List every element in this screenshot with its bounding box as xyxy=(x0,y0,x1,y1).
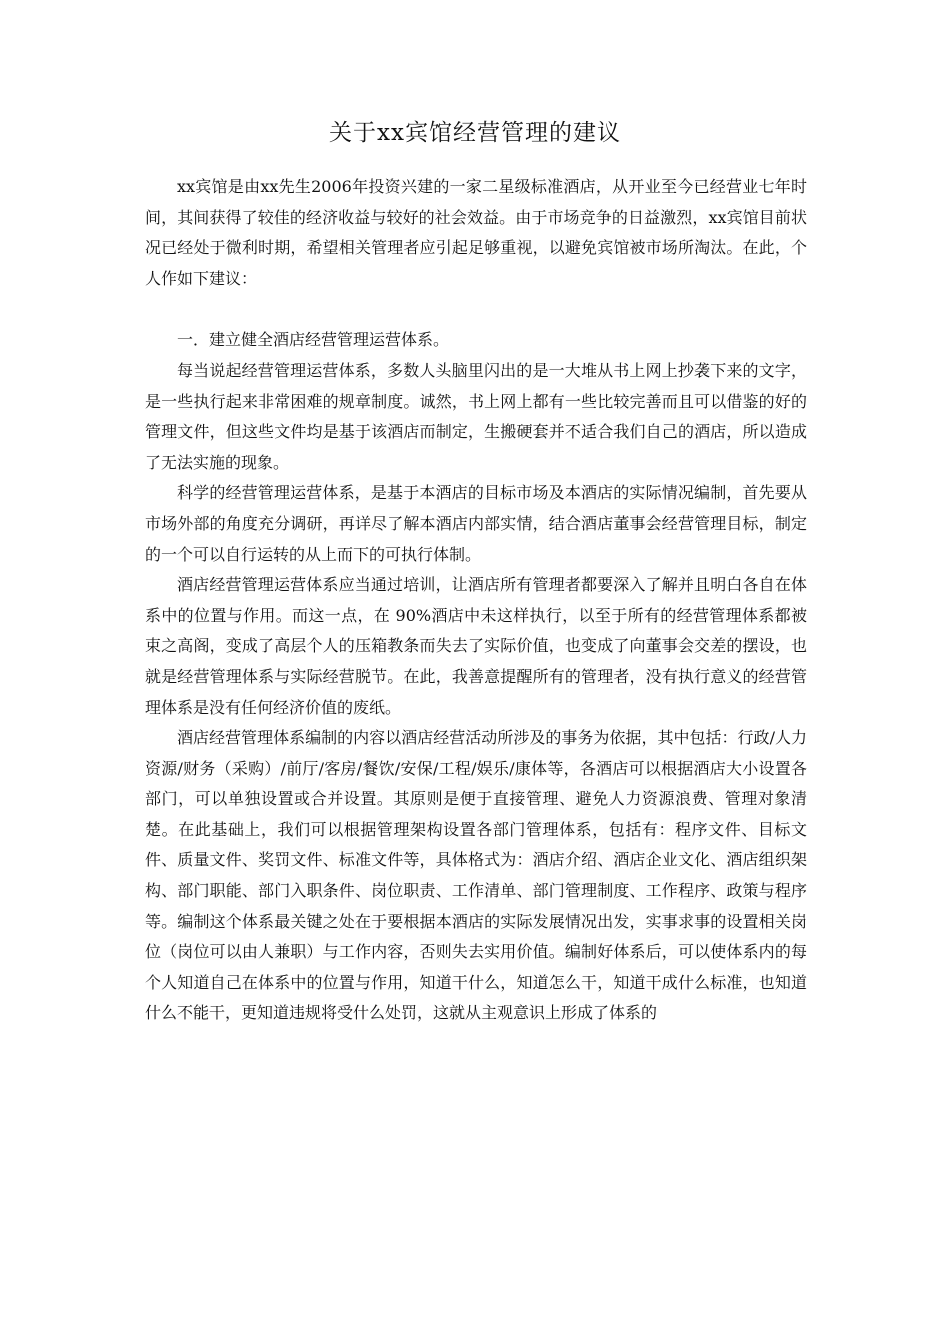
document-body xyxy=(145,172,807,1029)
body-paragraph-4: 酒店经营管理体系编制的内容以酒店经营活动所涉及的事务为依据，其中包括：行政/人力资源/财务（采购）/前厅/客房/餐饮/安保/工程/娱乐/康体等，各酒店可以根据酒店大小设置各部门，可以单独设置或合并设置。其原则是便于直接管理、避免人力资源浪费、管理对象清楚。在此基础上，我们可以根据管理架构设置各部门管理体系，包括有：程序文件、目标文件、质量文件、奖罚文件、标准文件等，具体格式为：酒店介绍、酒店企业文化、酒店组织架构、部门职能、部门入职条件、岗位职责、工作清单、部门管理制度、工作程序、政策与程序等。编制这个体系最关键之处在于要根据本酒店的实际发展情况出发，实事求事的设置相关岗位（岗位可以由人兼职）与工作内容，否则失去实用价值。编制好体系后，可以使体系内的每个人知道自己在体系中的位置与作用，知道干什么，知道怎么干，知道干成什么标准，也知道什么不能干，更知道违规将受什么处罚，这就从主观意识上形成了体系的 xyxy=(145,728,807,1023)
body-paragraph-3: 酒店经营管理运营体系应当通过培训，让酒店所有管理者都要深入了解并且明白各自在体系中的位置与作用。而这一点，在 90%酒店中未这样执行，以至于所有的经营管理体系都被束之高阁，变成了高层个人的压箱教条而失去了实际价值，也变成了向董事会交差的摆设，也就是经营管理体系与实际经营脱节。在此，我善意提醒所有的管理者，没有执行意义的经营管理体系是没有任何经济价值的废纸。 xyxy=(145,575,807,717)
paragraph-spacer xyxy=(145,294,807,325)
body-paragraph-1: 每当说起经营管理运营体系，多数人头脑里闪出的是一大堆从书上网上抄袭下来的文字，是一些执行起来非常困难的规章制度。诚然，书上网上都有一些比较完善而且可以借鉴的好的管理文件，但这些文件均是基于该酒店而制定，生搬硬套并不适合我们自己的酒店，所以造成了无法实施的现象。 xyxy=(145,360,807,472)
intro-paragraph: xx宾馆是由xx先生2006年投资兴建的一家二星级标准酒店，从开业至今已经营业七年时间，其间获得了较佳的经济收益与较好的社会效益。由于市场竞争的日益激烈，xx宾馆目前状况已经处于微利时期，希望相关管理者应引起足够重视，以避免宾馆被市场所淘汰。在此，个人作如下建议： xyxy=(145,177,807,288)
section-heading: 一．建立健全酒店经营管理运营体系。 xyxy=(177,330,450,350)
body-paragraph-2: 科学的经营管理运营体系，是基于本酒店的目标市场及本酒店的实际情况编制，首先要从市场外部的角度充分调研，再详尽了解本酒店内部实情，结合酒店董事会经营管理目标，制定的一个可以自行运转的从上而下的可执行体制。 xyxy=(145,483,807,564)
document-title: 关于xx宾馆经营管理的建议 xyxy=(329,120,621,146)
